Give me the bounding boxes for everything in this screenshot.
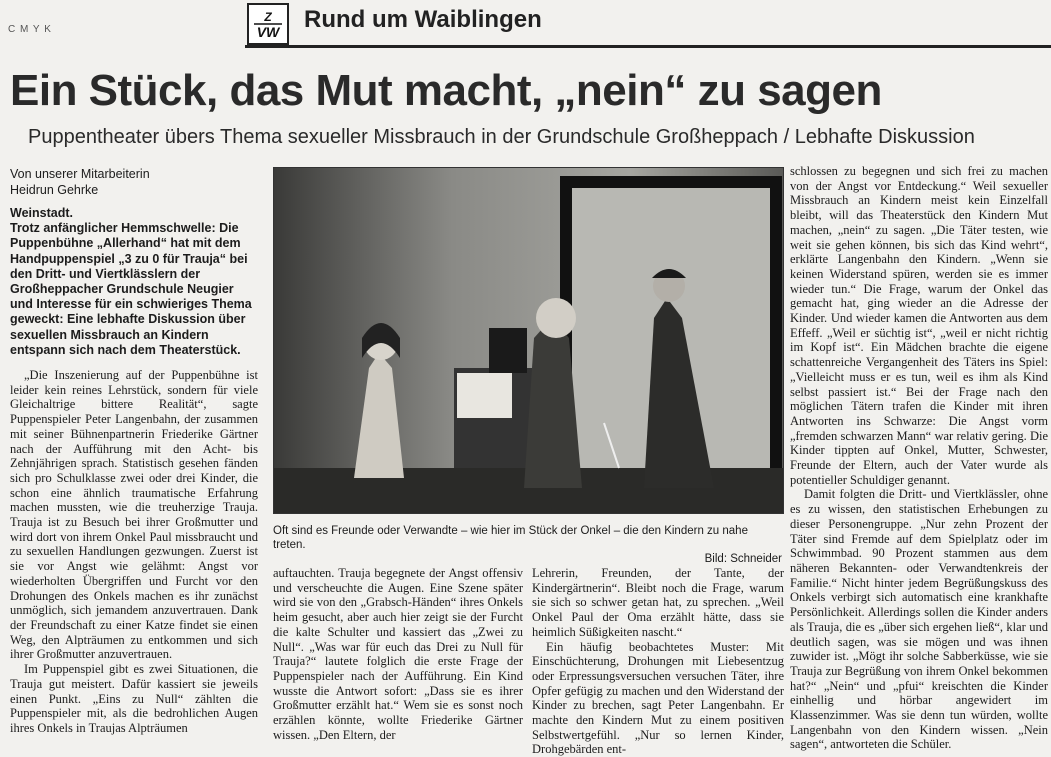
header-rule	[245, 45, 1051, 48]
article-lead	[10, 206, 258, 358]
paragraph: Im Puppenspiel gibt es zwei Situationen, die Trauja gut meistert. Dafür kassiert sie jeweils einen Punkt. „Eins zu Null“ zählten die Puppenspieler mit, als die bedrohlichen Augen ihres Onkels in Traujas Alpträumen	[10, 662, 258, 735]
paragraph: Damit folgten die Dritt- und Viertklässler, ohne es zu wissen, den statistischen Erhebungen zu dieser Personengruppe. „Nur zehn Prozent der Täter sind Fremde auf dem Spielplatz oder im Schwimmbad. 90 Prozent stammen aus dem näheren Bekannten- oder Verwandtenkreis der Familie.“ Nicht hinter jedem Begrüßungskuss des Onkels verbirgt sich automatisch eine krankhafte Persönlichkeit. Allerdings sollen die Kinder anders als Trauja, die es „über sich ergehen ließ“, klar und deutlich sagen, was sie mögen und was ihnen zuwider ist. „Mögt ihr solche Sabberküsse, wie sie Trauja zur Begrüßung von ihrem Onkel bekommen hat?“ „Nein“ und „pfui“ kreischten die Kinder einhellig und hörbar angewidert im Klassenzimmer. Was sie denn tun würden, wollte Langenbahn von den Kindern wissen. „Nein sagen“, antworteten die Schüler.	[790, 487, 1048, 752]
lead-text: Trotz anfänglicher Hemmschwelle: Die Puppenbühne „Allerhand“ hat mit dem Handpuppenspiel „3 zu 0 für Trauja“ bei den Dritt- und Viertklässlern der Großheppacher Grundschule Neugier und Interesse für ein schwieriges Thema geweckt: Eine lebhafte Diskussion über sexuellen Missbrauch an Kindern entspann sich nach dem Theaterstück.	[10, 221, 252, 357]
byline	[10, 166, 258, 198]
headline: Ein Stück, das Mut macht, „nein“ zu sagen	[10, 66, 882, 115]
photo-caption	[273, 524, 782, 566]
zvw-logo-icon	[251, 7, 285, 41]
dateline: Weinstadt.	[10, 206, 73, 220]
byline-role: Von unserer Mitarbeiterin	[10, 167, 150, 181]
paragraph: schlossen zu begegnen und sich frei zu machen von der Angst vor Entdeckung.“ Weil sexueller Missbrauch an Kindern meist kein Einzelfall bleibt, will das Theaterstück den Kindern Mut machen, „nein“ zu sagen. „Die Täter testen, wie weit sie gehen können, bis sich das Kind wehrt“, erklärte Langenbahn den Kindern. „Wenn sie keinen Widerstand spüren, werden sie es immer wieder tun.“ Die Frage, warum der Onkel das gemacht hat, ging wieder an die Adresse der Kinder. Und wieder kamen die Antworten aus dem Effeff. „Weil er süchtig ist“, „weil er nicht richtig im Kopf ist“. Ein Mädchen brachte die eigene schattenreiche Vergangenheit des Täters ins Spiel: „Vielleicht muss er es tun, weil es ihm als Kind selbst passiert ist.“ Bei der Frage nach den möglichen Tätern trafen die Kinder mit ihren Antworten ins Schwarze: Die Angst vorm „fremden schwarzen Mann“ war relativ gering. Die Kinder tippten auf Onkel, Mutter, Schwester, Freunde der Eltern, auch der Vater wurde als potentieller Schuldiger genannt.	[790, 164, 1048, 487]
article-column-2	[273, 566, 523, 742]
paragraph: Ein häufig beobachtetes Muster: Mit Einschüchterung, Drohungen mit Liebesentzug oder Erpressungsversuchen versuchen Täter, ihre Opfer gefügig zu machen und den Widerstand der Kinder zu brechen, sagt Peter Langenbahn. Er machte den Kindern Mut zu einem positiven Selbstwertgefühl. „Nur so lernen Kinder, Drohgebärden ent-	[532, 639, 784, 757]
byline-author: Heidrun Gehrke	[10, 183, 99, 197]
article-column-1	[10, 166, 258, 736]
paragraph: auftauchten. Trauja begegnete der Angst offensiv und verscheuchte die Augen. Eine Szene später wird sie von den „Grabsch-Händen“ ihres Onkels heim gesucht, aber auch hier zeigt sie der Furcht die kalte Schulter und kassiert das „Zwei zu Null“. „Was war für euch das Drei zu Null für Trauja?“ lautete folglich die erste Frage der Puppenspieler nach der Aufführung. Ein Kind wusste die Antwort sofort: „Dass sie es ihrer Großmutter erzählt hat.“ Wem sie es sonst noch erzählen könnte, wollte Friederike Gärtner wissen. „Den Eltern, der	[273, 566, 523, 742]
puppet-stage-photo	[274, 168, 783, 513]
photo-credit: Bild: Schneider	[704, 553, 782, 565]
caption-text: Oft sind es Freunde oder Verwandte – wie hier im Stück der Onkel – die den Kindern zu nahe treten.	[273, 525, 748, 551]
paragraph: „Die Inszenierung auf der Puppenbühne ist leider kein reines Lehrstück, sondern für viele Gleichaltrige bittere Realität“, sagte Puppenspieler Peter Langenbahn, der zusammen mit seiner Bühnenpartnerin Friederike Gärtner nach der Aufführung mit den Acht- bis Zehnjährigen sprach. Statistisch gesehen fänden sich pro Schulklasse zwei oder drei Kinder, die schon eine ähnlich traumatische Erfahrung machen mussten, wie die treuherzige Trauja. Trauja ist zu Besuch bei ihrer Großmutter und wird dort von ihrem Onkel Paul missbraucht und zu sexuellen Handlungen gezwungen. Zuerst ist sie vor Angst wie gelähmt: Angst vor wiederholten Übergriffen und Furcht vor den Drohungen des Onkels machen es ihr zunächst unmöglich, sich jemandem anzuvertrauen. Dank der Freundschaft zu einer Katze findet sie einen Weg, den Alpträumen zu entkommen und sich ihrer Großmutter anzuvertrauen.	[10, 368, 258, 662]
section-title: Rund um Waiblingen	[304, 6, 542, 33]
subheadline: Puppentheater übers Thema sexueller Missbrauch in der Grundschule Großheppach / Lebhafte Diskussion	[28, 126, 975, 148]
svg-text:VW: VW	[256, 24, 280, 40]
article-column-3	[532, 566, 784, 757]
article-column-4	[790, 164, 1048, 752]
paragraph: Lehrerin, Freunden, der Tante, der Kindergärtnerin“. Bleibt noch die Frage, warum sie sich so schwer getan hat, zu sprechen. „Weil Onkel Paul der Oma erzählt hätte, dass sie heimlich Süßigkeiten nascht.“	[532, 566, 784, 639]
svg-text:Z: Z	[264, 10, 272, 24]
print-color-marks: C M Y K	[8, 24, 52, 35]
newspaper-logo	[247, 3, 289, 45]
article-photo	[273, 167, 784, 514]
